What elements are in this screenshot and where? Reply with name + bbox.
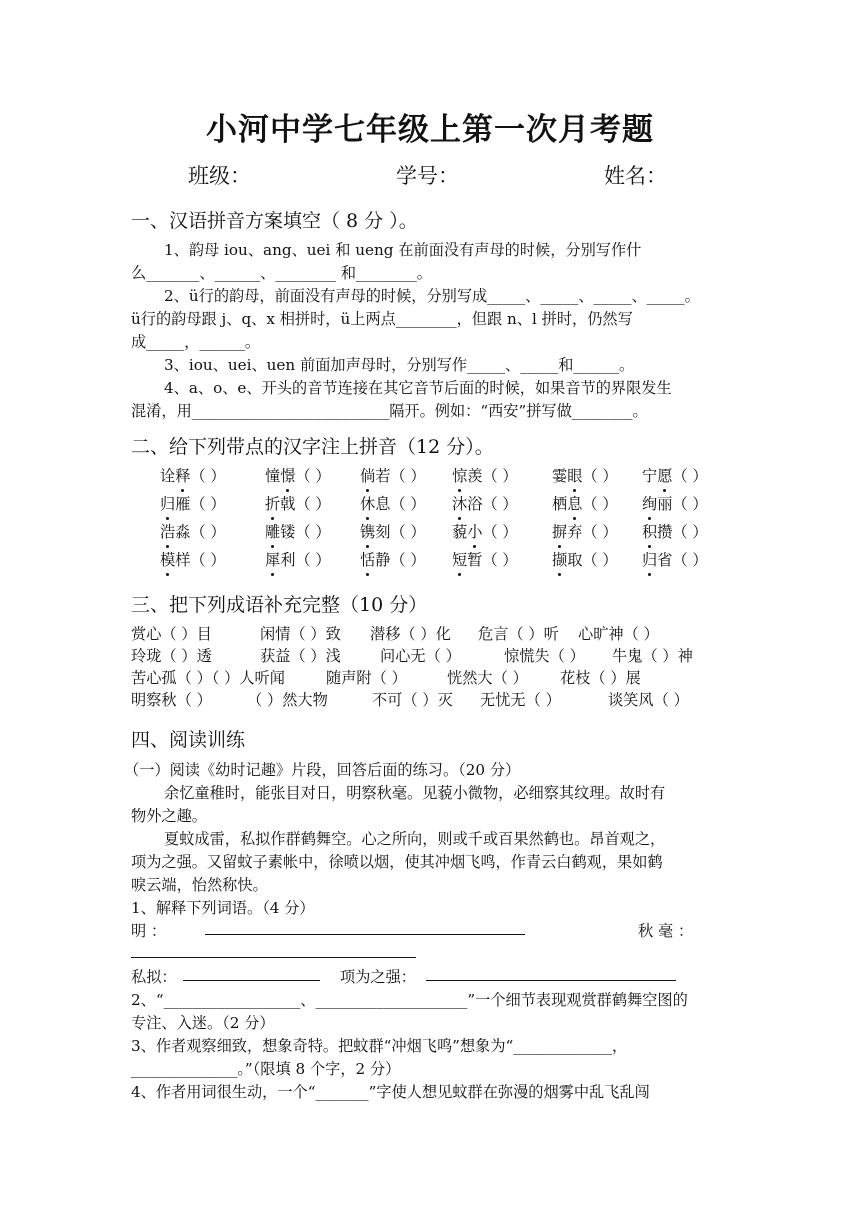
pinyin-answer-blank[interactable]: （ ）: [582, 551, 618, 569]
pinyin-item: [452, 521, 518, 543]
word-char: 憧: [265, 467, 281, 485]
idiom-item: 牛鬼（ ）神: [612, 647, 693, 665]
reading-q1: 1、解释下列词语。（4 分）: [131, 899, 315, 917]
word-char: 弃: [567, 523, 583, 541]
idiom-item: 惊慌失（ ）: [504, 647, 585, 665]
word-char: 静: [375, 551, 391, 569]
word-char: 恬: [360, 551, 376, 569]
reading-q2-line1: 2、“__________________、____________________”一个细节表现观赏群鹤舞空图的: [131, 991, 688, 1009]
reading-q3-line2: ______________。”（限填 8 个字，2 分）: [131, 1060, 401, 1078]
term-qiuhao-label: 秋 毫 ：: [638, 922, 694, 940]
s1-q4-line1: 4、a、o、e、开头的音节连接在其它音节后面的时候，如果音节的界限发生: [164, 379, 672, 397]
word-char: 刻: [375, 523, 391, 541]
idiom-item: 花枝（ ）展: [560, 669, 641, 687]
word-char: 羡: [467, 467, 483, 485]
s1-q1-line2: 么_______、______、________ 和________。: [131, 264, 432, 282]
pinyin-item: [360, 493, 426, 515]
section-2-heading: 二、给下列带点的汉字注上拼音（12 分）。: [131, 436, 494, 458]
pinyin-item: [452, 465, 518, 487]
term-sini-label: 私拟：: [131, 968, 177, 986]
class-label: 班级：: [188, 164, 251, 188]
word-char: 暂: [467, 551, 483, 569]
idiom-item: 恍然大（ ）: [447, 669, 528, 687]
pinyin-answer-blank[interactable]: （ ）: [295, 467, 331, 485]
pinyin-answer-blank[interactable]: （ ）: [390, 495, 426, 513]
reading-intro: （一）阅读《幼时记趣》片段，回答后面的练习。（20 分）: [124, 761, 521, 779]
pinyin-answer-blank[interactable]: （ ）: [190, 551, 226, 569]
pinyin-item: [642, 465, 708, 487]
word-char: 雁: [175, 495, 191, 513]
word-char: 休: [360, 495, 376, 513]
idiom-item: 随声附（ ）: [326, 669, 407, 687]
pinyin-item: [552, 465, 618, 487]
word-char: 惊: [452, 467, 468, 485]
section-1-heading: 一、汉语拼音方案填空（ 8 分 ）。: [131, 210, 418, 232]
idiom-item: 问心无（ ）: [380, 647, 461, 665]
idiom-item: 谈笑风（ ）: [608, 691, 689, 709]
word-char: 小: [467, 523, 483, 541]
passage-p2-line3: 唳云端，怡然称快。: [131, 876, 268, 894]
reading-q3-line1: 3、作者观察细致，想象奇特。把蚊群“冲烟飞鸣”想象为“_____________，: [131, 1037, 628, 1055]
pinyin-answer-blank[interactable]: （ ）: [672, 523, 708, 541]
word-char: 息: [375, 495, 391, 513]
term-xiang-label: 项为之强：: [340, 968, 416, 986]
section-3-heading: 三、把下列成语补充完整（10 分）: [131, 594, 428, 616]
word-char: 霎: [552, 467, 568, 485]
word-char: 短: [452, 551, 468, 569]
pinyin-answer-blank[interactable]: （ ）: [190, 495, 226, 513]
word-char: 折: [265, 495, 281, 513]
s1-q2-line1: 2、ü行的韵母，前面没有声母的时候，分别写成_____、_____、_____、_____。: [164, 287, 700, 305]
passage-p1-line1: 余忆童稚时，能张目对日，明察秋毫。见藐小微物，必细察其纹理。故时有: [164, 784, 666, 802]
pinyin-item: [160, 493, 226, 515]
pinyin-item: [642, 493, 708, 515]
pinyin-answer-blank[interactable]: （ ）: [482, 523, 518, 541]
idiom-item: 潜移（ ）化: [370, 625, 451, 643]
word-char: 省: [657, 551, 673, 569]
idiom-item: （ ）然大物: [247, 691, 328, 709]
word-char: 模: [160, 551, 176, 569]
s1-q4-line2: 混淆，用__________________________隔开。例如：“西安”拼写做________。: [131, 402, 648, 420]
pinyin-answer-blank[interactable]: （ ）: [582, 523, 618, 541]
pinyin-item: [160, 549, 226, 571]
pinyin-item: [452, 549, 518, 571]
word-char: 若: [375, 467, 391, 485]
pinyin-answer-blank[interactable]: （ ）: [190, 523, 226, 541]
word-char: 浩: [160, 523, 176, 541]
pinyin-answer-blank[interactable]: （ ）: [582, 467, 618, 485]
pinyin-answer-blank[interactable]: （ ）: [295, 495, 331, 513]
pinyin-item: [360, 465, 426, 487]
s1-q2-line2: ü行的韵母跟 j、q、x 相拼时，ü上两点________，但跟 n、l 拼时，仍然写: [131, 310, 633, 328]
word-char: 绚: [642, 495, 658, 513]
pinyin-item: [452, 493, 518, 515]
pinyin-item: [360, 521, 426, 543]
idiom-item: 赏心（ ）目: [131, 625, 212, 643]
word-char: 摒: [552, 523, 568, 541]
idiom-item: 危言（ ）听: [478, 625, 559, 643]
word-char: 倘: [360, 467, 376, 485]
student-number-label: 学号：: [396, 164, 459, 188]
pinyin-item: [552, 493, 618, 515]
word-char: 归: [642, 551, 658, 569]
word-char: 取: [567, 551, 583, 569]
s1-q1-line1: 1、韵母 iou、ang、uei 和 ueng 在前面没有声母的时候，分别写作什: [164, 241, 642, 259]
word-char: 雕: [265, 523, 281, 541]
word-char: 利: [280, 551, 296, 569]
word-char: 犀: [265, 551, 281, 569]
idiom-item: 明察秋（ ）: [131, 691, 212, 709]
word-char: 憬: [280, 467, 296, 485]
passage-p1-line2: 物外之趣。: [131, 807, 207, 825]
pinyin-item: [160, 465, 226, 487]
word-char: 藐: [452, 523, 468, 541]
word-char: 愿: [657, 467, 673, 485]
word-char: 戟: [280, 495, 296, 513]
passage-p2-line1: 夏蚊成雷，私拟作群鹤舞空。心之所向，则或千或百果然鹤也。昂首观之，: [164, 830, 666, 848]
pinyin-answer-blank[interactable]: （ ）: [672, 495, 708, 513]
word-char: 镂: [280, 523, 296, 541]
pinyin-item: [265, 465, 331, 487]
word-char: 归: [160, 495, 176, 513]
word-char: 眼: [567, 467, 583, 485]
pinyin-item: [552, 549, 618, 571]
s1-q3: 3、iou、uei、uen 前面加声母时，分别写作_____、_____和______。: [164, 356, 635, 374]
word-char: 撷: [552, 551, 568, 569]
pinyin-item: [265, 493, 331, 515]
pinyin-answer-blank[interactable]: （ ）: [582, 495, 618, 513]
idiom-item: 无忧无（ ）: [480, 691, 561, 709]
word-char: 栖: [552, 495, 568, 513]
idiom-item: 闲情（ ）致: [260, 625, 341, 643]
word-char: 诠: [160, 467, 176, 485]
pinyin-item: [552, 521, 618, 543]
pinyin-answer-blank[interactable]: （ ）: [190, 467, 226, 485]
word-char: 息: [567, 495, 583, 513]
pinyin-answer-blank[interactable]: （ ）: [482, 551, 518, 569]
word-char: 样: [175, 551, 191, 569]
pinyin-answer-blank[interactable]: （ ）: [672, 467, 708, 485]
pinyin-item: [265, 549, 331, 571]
s1-q2-line3: 成_____，______。: [131, 333, 261, 351]
pinyin-answer-blank[interactable]: （ ）: [482, 467, 518, 485]
term-sini-blank[interactable]: [183, 966, 320, 981]
reading-q4: 4、作者用词很生动，一个“_______”字使人想见蚊群在弥漫的烟雾中乱飞乱闯: [131, 1083, 650, 1101]
idiom-item: 玲珑（ ）透: [131, 647, 212, 665]
pinyin-item: [642, 521, 708, 543]
word-char: 浴: [467, 495, 483, 513]
pinyin-item: [642, 549, 708, 571]
idiom-item: 苦心孤（ ）（ ）人听闻: [131, 669, 285, 687]
idiom-item: 获益（ ）浅: [260, 647, 341, 665]
word-char: 镌: [360, 523, 376, 541]
idiom-item: 不可（ ）灭: [372, 691, 453, 709]
student-name-label: 姓名：: [604, 164, 667, 188]
pinyin-item: [265, 521, 331, 543]
word-char: 淼: [175, 523, 191, 541]
word-char: 沐: [452, 495, 468, 513]
word-char: 丽: [657, 495, 673, 513]
word-char: 攒: [657, 523, 673, 541]
term-qiuhao-blank[interactable]: [131, 943, 416, 958]
term-ming-blank[interactable]: [205, 920, 525, 935]
section-4-heading: 四、阅读训练: [131, 729, 246, 751]
pinyin-answer-blank[interactable]: （ ）: [295, 551, 331, 569]
pinyin-answer-blank[interactable]: （ ）: [295, 523, 331, 541]
passage-p2-line2: 项为之强。又留蚊子素帐中，徐喷以烟，使其冲烟飞鸣，作青云白鹤观，果如鹤: [131, 853, 663, 871]
pinyin-answer-blank[interactable]: （ ）: [482, 495, 518, 513]
pinyin-answer-blank[interactable]: （ ）: [390, 523, 426, 541]
reading-q2-line2: 专注、入迷。（2 分）: [131, 1014, 275, 1032]
term-xiang-blank[interactable]: [426, 966, 676, 981]
pinyin-answer-blank[interactable]: （ ）: [390, 467, 426, 485]
page-title: 小河中学七年级上第一次月考题: [206, 112, 654, 148]
pinyin-answer-blank[interactable]: （ ）: [672, 551, 708, 569]
word-char: 积: [642, 523, 658, 541]
word-char: 释: [175, 467, 191, 485]
idiom-item: 心旷神（ ）: [578, 625, 659, 643]
term-ming-label: 明 ：: [131, 922, 167, 940]
pinyin-answer-blank[interactable]: （ ）: [390, 551, 426, 569]
pinyin-item: [360, 549, 426, 571]
pinyin-item: [160, 521, 226, 543]
word-char: 宁: [642, 467, 658, 485]
